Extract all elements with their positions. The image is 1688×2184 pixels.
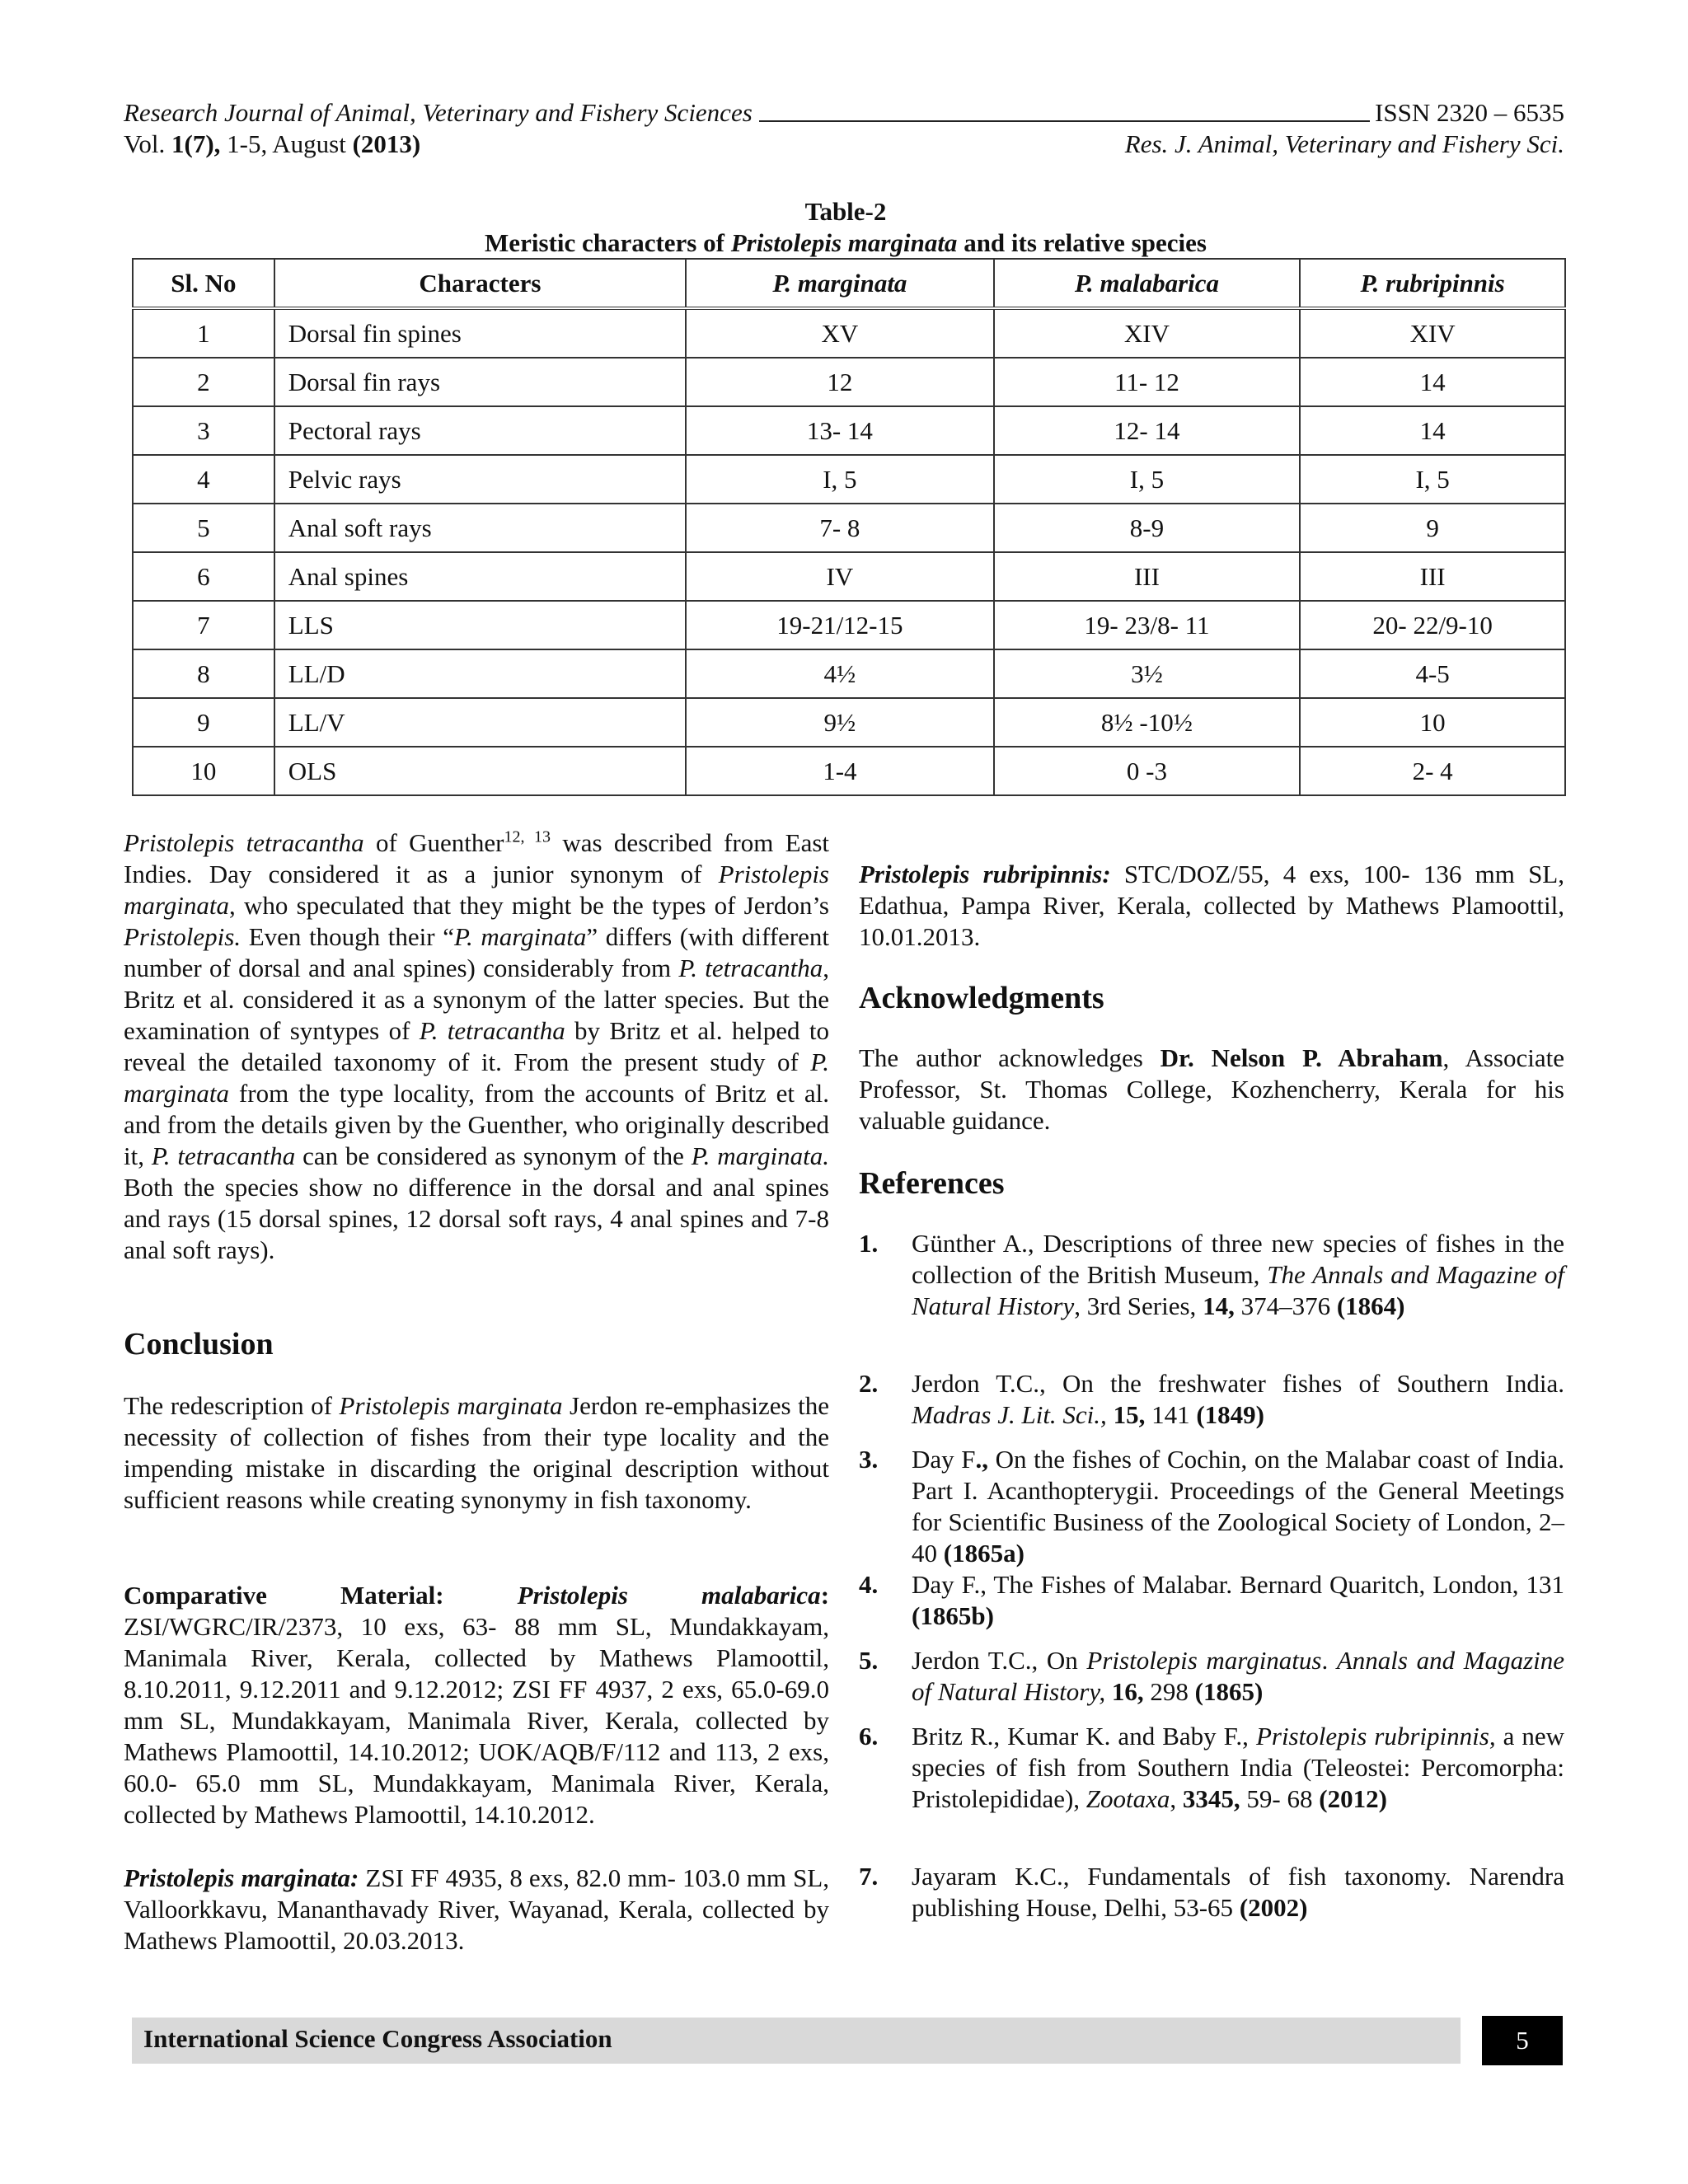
reference-item: 2. Jerdon T.C., On the freshwater fishes of Southern India. Madras J. Lit. Sci., 15, 141 (1849) bbox=[859, 1369, 1564, 1429]
cell: 4½ bbox=[686, 649, 994, 698]
cell: 7- 8 bbox=[686, 504, 994, 552]
cell: 12 bbox=[686, 358, 994, 406]
synonymy-paragraph: Pristolepis tetracantha of Guenther$^{12, 13}$ was described from East Indies. Day considered it as a junior synonym of Pristolepis marginata, who speculated that they might be the types of Jerdon’s Pristolepis. Even though their “P. marginata” differs (with different number of dorsal and anal spines) considerably from P. tetracantha, Britz et al. considered it as a synonym of the latter species. But the examination of syntypes of P. tetracantha by Britz et al. helped to reveal the detailed taxonomy of it. From the present study of P. marginata from the type locality, from the accounts of Britz et al. and from the details given by the Guenther, who originally described it, P. tetracantha can be considered as synonym of the P. marginata. Both the species show no difference in the dorsal and anal spines and rays (15 dorsal spines, 12 dorsal soft rays, 4 anal spines and 7-8 anal soft rays). bbox=[124, 827, 830, 1264]
conclusion-heading: Conclusion bbox=[124, 1327, 274, 1361]
footer-bar bbox=[132, 2018, 1461, 2064]
comparative-material: Comparative Material: Pristolepis malabarica: ZSI/WGRC/IR/2373, 10 exs, 63- 88 mm SL, Mundakkayam, Manimala River, Kerala, collected by Mathews Plamoottil, 8.10.2011, 9.12.2011 and 9.12.2012; ZSI FF 4937, 2 exs, 65.0-69.0 mm SL, Mundakkayam, Manimala River, Kerala, collected by Mathews Plamoottil, 14.10.2012; UOK/AQB/F/112 and 113, 2 exs, 60.0- 65.0 mm SL, Mundakkayam, Manimala River, Kerala, collected by Mathews Plamoottil, 14.10.2012. bbox=[124, 1581, 830, 1829]
cell: Anal spines bbox=[274, 552, 686, 601]
cell: 13- 14 bbox=[686, 406, 994, 455]
cell: LLS bbox=[274, 601, 686, 649]
cell: 10 bbox=[1300, 698, 1565, 747]
cell: XIV bbox=[1300, 308, 1565, 358]
cell: 0 -3 bbox=[994, 747, 1301, 795]
cell: 2- 4 bbox=[1300, 747, 1565, 795]
cell: OLS bbox=[274, 747, 686, 795]
cell: 10 bbox=[133, 747, 274, 795]
issn: ISSN 2320 – 6535 bbox=[1375, 98, 1564, 127]
cell: I, 5 bbox=[994, 455, 1301, 504]
table-row bbox=[133, 747, 1565, 795]
cell: Pectoral rays bbox=[274, 406, 686, 455]
volume-info: Vol. 1(7), 1-5, August (2013) bbox=[124, 129, 421, 158]
running-header-line1 bbox=[124, 97, 1564, 129]
cell: 9½ bbox=[686, 698, 994, 747]
table-label: Table-2 bbox=[804, 197, 887, 226]
table-row bbox=[133, 601, 1565, 649]
meristic-table bbox=[132, 258, 1566, 796]
table-row bbox=[133, 552, 1565, 601]
cell: 11- 12 bbox=[994, 358, 1301, 406]
acknowledgments-paragraph: The author acknowledges Dr. Nelson P. Abraham, Associate Professor, St. Thomas College, Kozhencherry, Kerala for his valuable guidance. bbox=[859, 1043, 1564, 1135]
cell: Dorsal fin spines bbox=[274, 308, 686, 358]
cell: 14 bbox=[1300, 358, 1565, 406]
acknowledgments-heading: Acknowledgments bbox=[859, 981, 1104, 1015]
cell: Anal soft rays bbox=[274, 504, 686, 552]
references-heading: References bbox=[859, 1166, 1005, 1201]
footer-organization: International Science Congress Association bbox=[143, 2024, 612, 2053]
col-header: P. malabarica bbox=[994, 259, 1301, 308]
cell: 20- 22/9-10 bbox=[1300, 601, 1565, 649]
rubripinnis-material: Pristolepis rubripinnis: STC/DOZ/55, 4 exs, 100- 136 mm SL, Edathua, Pampa River, Kerala, collected by Mathews Plamoottil, 10.01.2013. bbox=[859, 860, 1564, 951]
cell: III bbox=[1300, 552, 1565, 601]
cell: 2 bbox=[133, 358, 274, 406]
reference-item: 6. Britz R., Kumar K. and Baby F., Pristolepis rubripinnis, a new species of fish from Southern India (Teleostei: Percomorpha: Pristolepididae), Zootaxa, 3345, 59- 68 (2012) bbox=[859, 1722, 1565, 1813]
table-row bbox=[133, 504, 1565, 552]
conclusion-paragraph: The redescription of Pristolepis marginata Jerdon re-emphasizes the necessity of collection of fishes from their type locality and the impending mistake in discarding the original description without sufficient reasons while creating synonymy in fish taxonomy. bbox=[124, 1391, 829, 1514]
col-header: Sl. No bbox=[133, 259, 274, 308]
table-row bbox=[133, 308, 1565, 358]
cell: 19- 23/8- 11 bbox=[994, 601, 1301, 649]
journal-title: Research Journal of Animal, Veterinary and Fishery Sciences bbox=[124, 98, 753, 127]
reference-item: 7. Jayaram K.C., Fundamentals of fish taxonomy. Narendra publishing House, Delhi, 53-65 (2002) bbox=[859, 1862, 1564, 1922]
cell: 8-9 bbox=[994, 504, 1301, 552]
cell: 3½ bbox=[994, 649, 1301, 698]
reference-item: 1. Günther A., Descriptions of three new species of fishes in the collection of the British Museum, The Annals and Magazine of Natural History, 3rd Series, 14, 374–376 (1864) bbox=[859, 1229, 1564, 1320]
reference-item: 5. Jerdon T.C., On Pristolepis marginatus. Annals and Magazine of Natural History, 16, 298 (1865) bbox=[859, 1646, 1565, 1706]
cell: 1 bbox=[133, 308, 274, 358]
cell: IV bbox=[686, 552, 994, 601]
cell: 9 bbox=[1300, 504, 1565, 552]
table-row bbox=[133, 406, 1565, 455]
cell: 3 bbox=[133, 406, 274, 455]
table-header-row bbox=[133, 259, 1565, 308]
cell: LL/D bbox=[274, 649, 686, 698]
cell: I, 5 bbox=[1300, 455, 1565, 504]
cell: 6 bbox=[133, 552, 274, 601]
col-header: P. rubripinnis bbox=[1300, 259, 1565, 308]
cell: 19-21/12-15 bbox=[686, 601, 994, 649]
cell: Pelvic rays bbox=[274, 455, 686, 504]
header-rule bbox=[759, 120, 1370, 122]
cell: 4-5 bbox=[1300, 649, 1565, 698]
cell: 14 bbox=[1300, 406, 1565, 455]
page-number: 5 bbox=[1482, 2016, 1563, 2065]
cell: LL/V bbox=[274, 698, 686, 747]
table-caption: Meristic characters of Pristolepis marginata and its relative species bbox=[485, 228, 1207, 257]
cell: 1-4 bbox=[686, 747, 994, 795]
cell: 8 bbox=[133, 649, 274, 698]
cell: 9 bbox=[133, 698, 274, 747]
cell: III bbox=[994, 552, 1301, 601]
journal-abbrev: Res. J. Animal, Veterinary and Fishery Sci. bbox=[1124, 129, 1564, 158]
table-row bbox=[133, 455, 1565, 504]
marginata-material: Pristolepis marginata: ZSI FF 4935, 8 exs, 82.0 mm- 103.0 mm SL, Valloorkkavu, Mananthavady River, Wayanad, Kerala, collected by Mathews Plamoottil, 20.03.2013. bbox=[124, 1863, 829, 1955]
reference-item: 4. Day F., The Fishes of Malabar. Bernard Quaritch, London, 131 (1865b) bbox=[859, 1570, 1564, 1630]
cell: 5 bbox=[133, 504, 274, 552]
cell: 7 bbox=[133, 601, 274, 649]
running-header-line2 bbox=[124, 129, 1564, 160]
table-row bbox=[133, 698, 1565, 747]
table-row bbox=[133, 358, 1565, 406]
cell: 12- 14 bbox=[994, 406, 1301, 455]
cell: XV bbox=[686, 308, 994, 358]
cell: I, 5 bbox=[686, 455, 994, 504]
cell: 4 bbox=[133, 455, 274, 504]
cell: XIV bbox=[994, 308, 1301, 358]
reference-item: 3. Day F., On the fishes of Cochin, on the Malabar coast of India. Part I. Acanthopterygii. Proceedings of the General Meetings for Scientific Business of the Zoological Society of London, 2– 40 (1865a) bbox=[859, 1445, 1564, 1568]
col-header: Characters bbox=[274, 259, 686, 308]
cell: 8½ -10½ bbox=[994, 698, 1301, 747]
table-row bbox=[133, 649, 1565, 698]
col-header: P. marginata bbox=[686, 259, 994, 308]
cell: Dorsal fin rays bbox=[274, 358, 686, 406]
